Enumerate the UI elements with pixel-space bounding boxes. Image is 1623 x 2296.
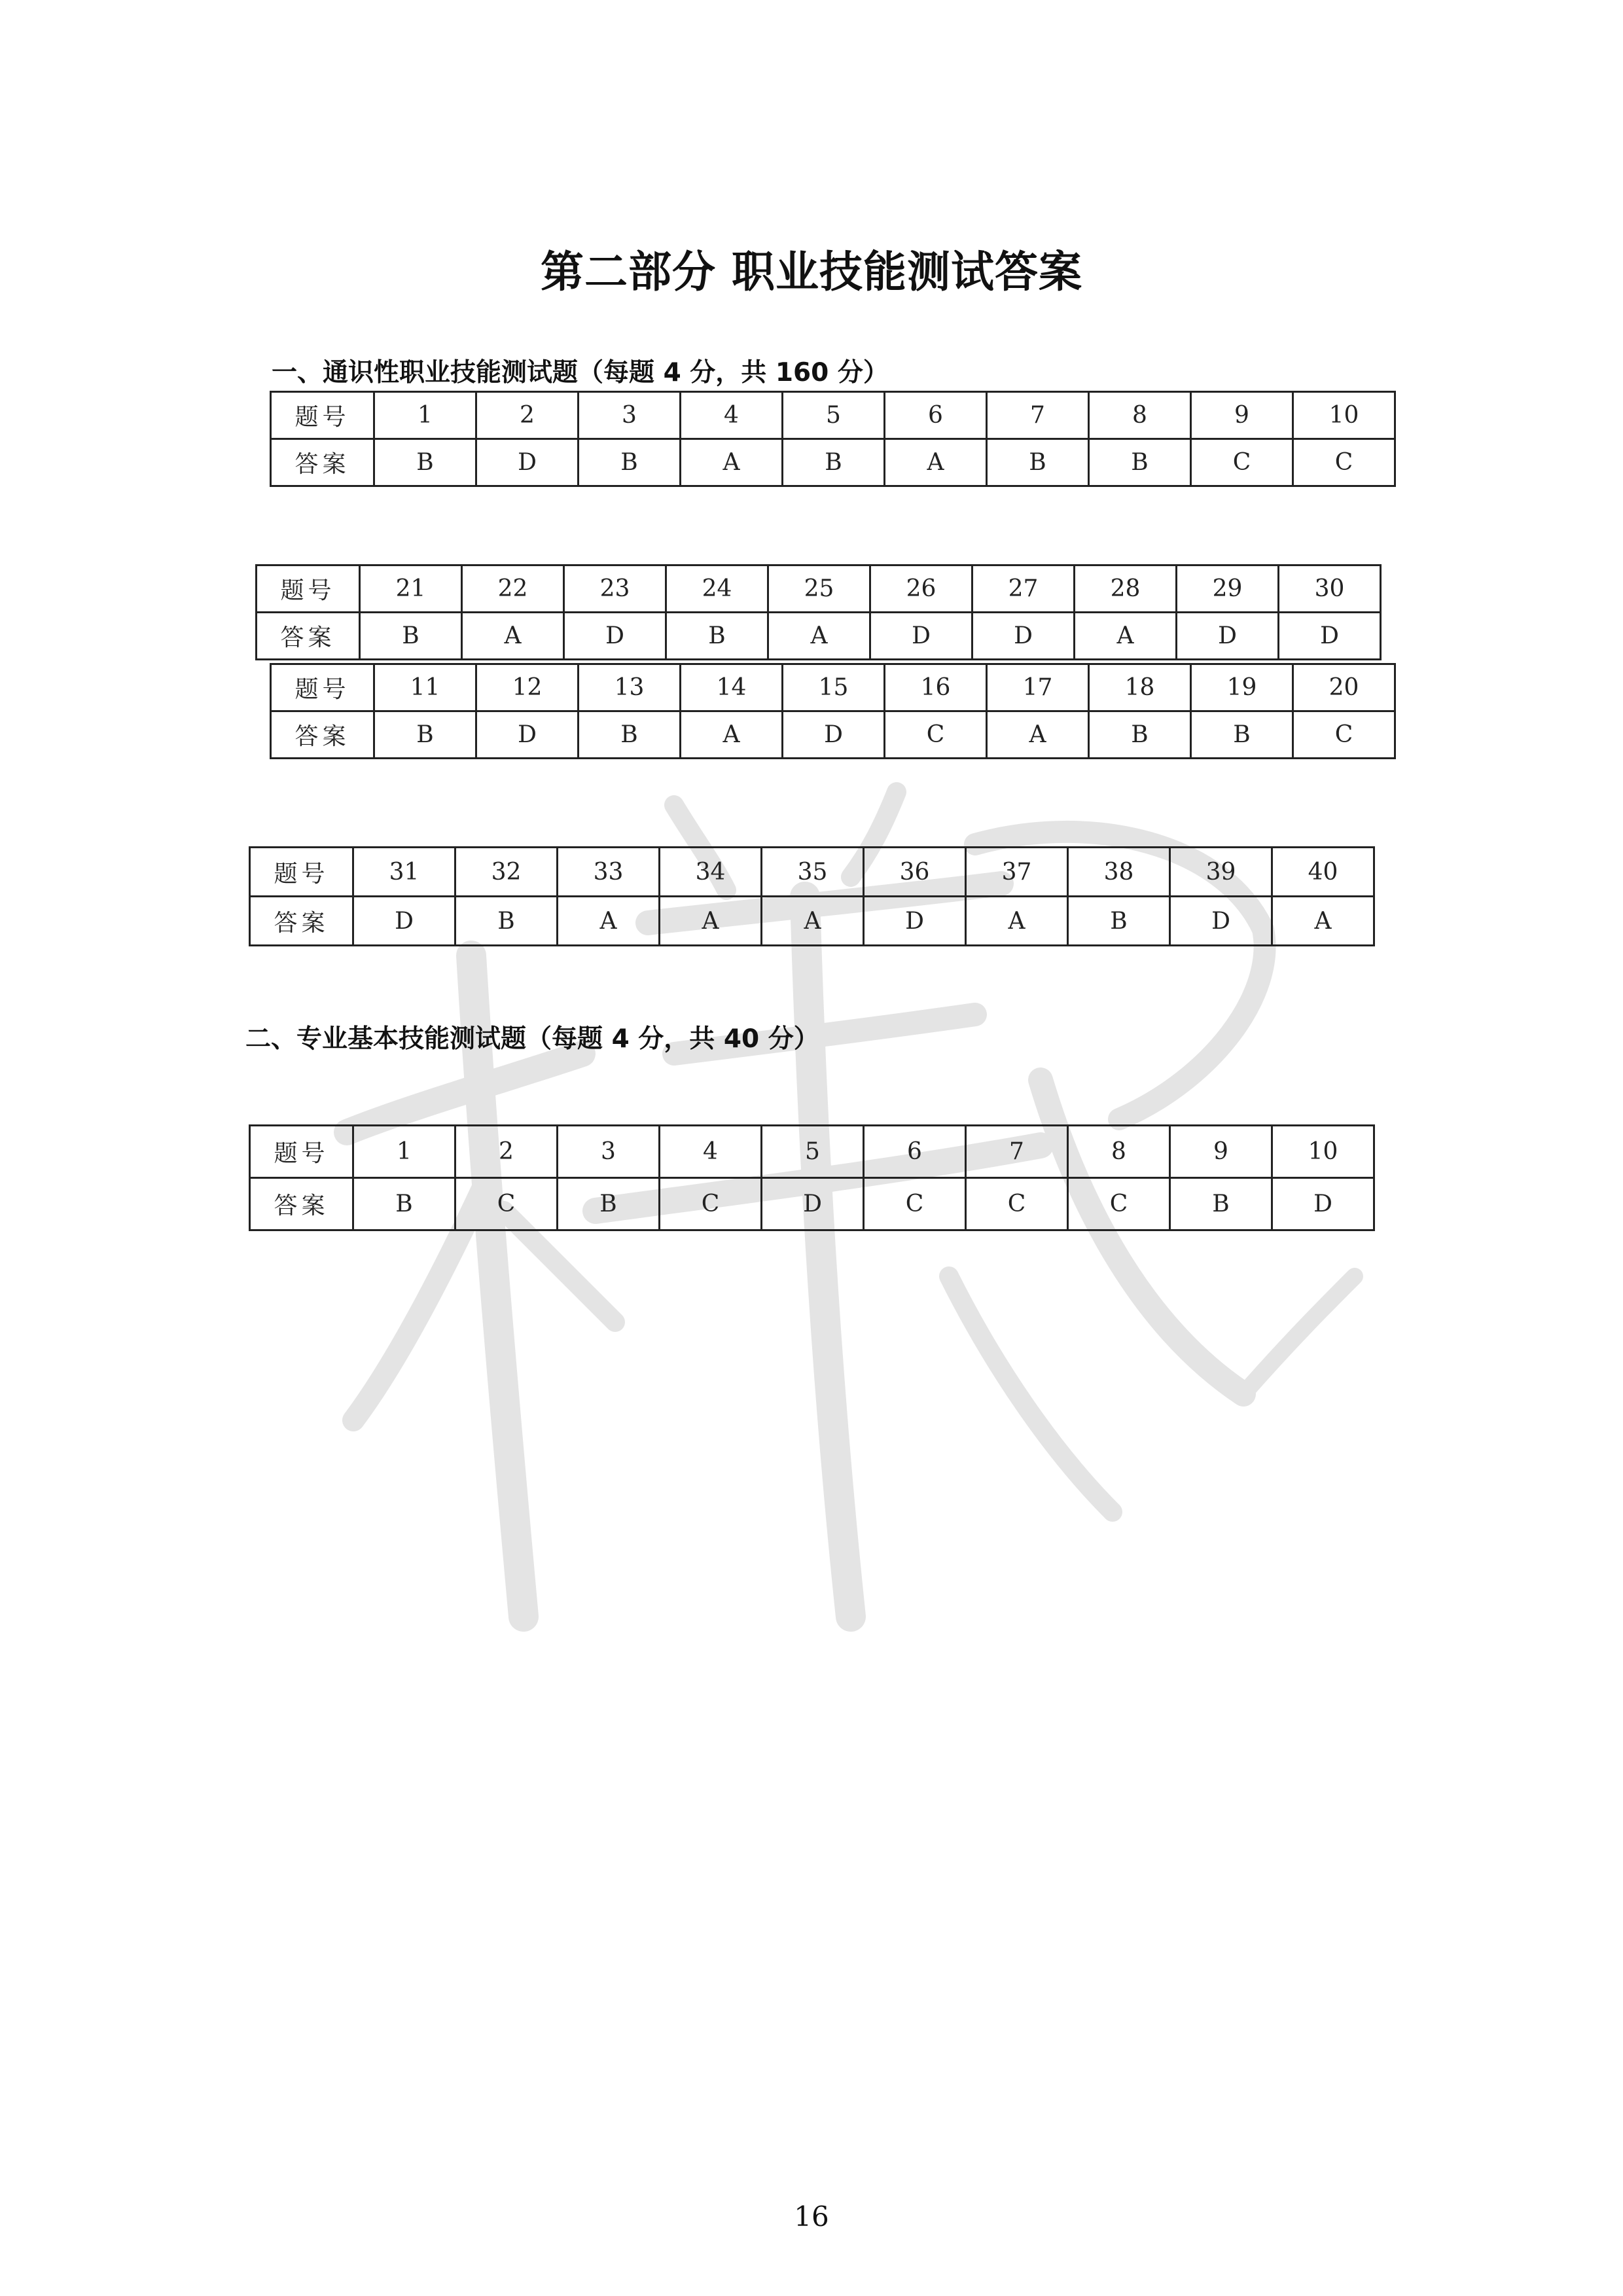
question-number: 27	[972, 565, 1075, 613]
answer-cell: B	[558, 1178, 660, 1230]
answer-row	[250, 1178, 1374, 1230]
question-number: 20	[1293, 664, 1395, 711]
question-number: 5	[762, 1126, 864, 1178]
row-label-number: 题号	[271, 664, 374, 711]
section-heading-general: 一、通识性职业技能测试题（每题 4 分，共 160 分）	[272, 358, 889, 387]
answer-cell: A	[660, 897, 762, 946]
question-number: 25	[768, 565, 870, 613]
question-number: 15	[783, 664, 885, 711]
question-number: 8	[1089, 392, 1191, 439]
answer-cell: B	[1170, 1178, 1272, 1230]
answer-cell: A	[768, 613, 870, 660]
answer-cell: B	[1191, 711, 1293, 759]
question-number: 33	[558, 848, 660, 897]
question-number: 14	[681, 664, 783, 711]
answer-cell: D	[1177, 613, 1279, 660]
question-number: 21	[360, 565, 462, 613]
question-number: 1	[374, 392, 476, 439]
question-number: 13	[579, 664, 681, 711]
question-number: 28	[1075, 565, 1177, 613]
answer-cell: A	[762, 897, 864, 946]
answer-cell: D	[564, 613, 666, 660]
question-number: 18	[1089, 664, 1191, 711]
answer-table-11-20	[270, 663, 1396, 759]
answer-cell: C	[660, 1178, 762, 1230]
row-label-answer: 答案	[257, 613, 360, 660]
question-number-row	[250, 1126, 1374, 1178]
answer-cell: D	[353, 897, 455, 946]
question-number: 30	[1279, 565, 1381, 613]
answer-cell: D	[762, 1178, 864, 1230]
row-label-number: 题号	[250, 848, 353, 897]
question-number: 19	[1191, 664, 1293, 711]
question-number-row	[257, 565, 1381, 613]
question-number: 10	[1293, 392, 1395, 439]
page-number: 16	[794, 2200, 829, 2233]
question-number: 26	[870, 565, 972, 613]
answer-cell: B	[374, 439, 476, 486]
answer-cell: B	[579, 439, 681, 486]
question-number: 29	[1177, 565, 1279, 613]
answer-cell: C	[966, 1178, 1068, 1230]
question-number: 38	[1068, 848, 1170, 897]
answer-cell: A	[1075, 613, 1177, 660]
row-label-number: 题号	[257, 565, 360, 613]
question-number-row	[271, 664, 1395, 711]
question-number: 9	[1170, 1126, 1272, 1178]
row-label-answer: 答案	[250, 897, 353, 946]
question-number: 2	[455, 1126, 558, 1178]
answer-cell: B	[987, 439, 1089, 486]
question-number: 11	[374, 664, 476, 711]
answer-cell: B	[783, 439, 885, 486]
answer-cell: A	[966, 897, 1068, 946]
answer-cell: A	[1272, 897, 1374, 946]
answer-row	[271, 711, 1395, 759]
answer-cell: A	[681, 711, 783, 759]
answer-cell: D	[476, 711, 579, 759]
question-number: 1	[353, 1126, 455, 1178]
answer-cell: B	[1089, 439, 1191, 486]
answer-cell: D	[1170, 897, 1272, 946]
answer-cell: A	[558, 897, 660, 946]
answer-table-21-30	[255, 564, 1382, 660]
answer-cell: D	[1272, 1178, 1374, 1230]
answer-cell: B	[1089, 711, 1191, 759]
question-number: 8	[1068, 1126, 1170, 1178]
question-number: 2	[476, 392, 579, 439]
question-number: 5	[783, 392, 885, 439]
answer-cell: B	[455, 897, 558, 946]
question-number: 37	[966, 848, 1068, 897]
answer-cell: D	[1279, 613, 1381, 660]
answer-cell: D	[870, 613, 972, 660]
answer-cell: D	[783, 711, 885, 759]
answer-cell: C	[864, 1178, 966, 1230]
question-number-row	[250, 848, 1374, 897]
answer-cell: A	[681, 439, 783, 486]
question-number: 3	[558, 1126, 660, 1178]
question-number: 23	[564, 565, 666, 613]
question-number: 24	[666, 565, 768, 613]
question-number: 17	[987, 664, 1089, 711]
answer-cell: A	[885, 439, 987, 486]
row-label-number: 题号	[271, 392, 374, 439]
question-number: 9	[1191, 392, 1293, 439]
answer-cell: D	[972, 613, 1075, 660]
answer-cell: B	[374, 711, 476, 759]
answer-row	[257, 613, 1381, 660]
question-number: 7	[966, 1126, 1068, 1178]
question-number: 10	[1272, 1126, 1374, 1178]
answer-cell: B	[353, 1178, 455, 1230]
section-heading-professional: 二、专业基本技能测试题（每题 4 分，共 40 分）	[245, 1024, 819, 1054]
answer-cell: A	[987, 711, 1089, 759]
question-number: 6	[864, 1126, 966, 1178]
answer-cell: B	[360, 613, 462, 660]
answer-cell: D	[476, 439, 579, 486]
question-number-row	[271, 392, 1395, 439]
answer-cell: C	[885, 711, 987, 759]
answer-table-1-10	[270, 391, 1396, 487]
answer-cell: C	[1293, 439, 1395, 486]
row-label-number: 题号	[250, 1126, 353, 1178]
question-number: 16	[885, 664, 987, 711]
question-number: 35	[762, 848, 864, 897]
question-number: 34	[660, 848, 762, 897]
answer-cell: A	[462, 613, 564, 660]
answer-table-professional	[249, 1124, 1375, 1231]
answer-cell: C	[455, 1178, 558, 1230]
question-number: 31	[353, 848, 455, 897]
question-number: 32	[455, 848, 558, 897]
question-number: 7	[987, 392, 1089, 439]
answer-row	[271, 439, 1395, 486]
row-label-answer: 答案	[271, 439, 374, 486]
answer-cell: B	[666, 613, 768, 660]
page-title: 第二部分 职业技能测试答案	[541, 247, 1082, 297]
question-number: 4	[681, 392, 783, 439]
answer-cell: C	[1293, 711, 1395, 759]
question-number: 39	[1170, 848, 1272, 897]
question-number: 40	[1272, 848, 1374, 897]
answer-cell: C	[1191, 439, 1293, 486]
question-number: 6	[885, 392, 987, 439]
row-label-answer: 答案	[250, 1178, 353, 1230]
row-label-answer: 答案	[271, 711, 374, 759]
answer-cell: C	[1068, 1178, 1170, 1230]
answer-table-31-40	[249, 846, 1375, 946]
question-number: 36	[864, 848, 966, 897]
question-number: 3	[579, 392, 681, 439]
answer-cell: D	[864, 897, 966, 946]
answer-cell: B	[1068, 897, 1170, 946]
answer-cell: B	[579, 711, 681, 759]
question-number: 22	[462, 565, 564, 613]
question-number: 4	[660, 1126, 762, 1178]
answer-row	[250, 897, 1374, 946]
question-number: 12	[476, 664, 579, 711]
